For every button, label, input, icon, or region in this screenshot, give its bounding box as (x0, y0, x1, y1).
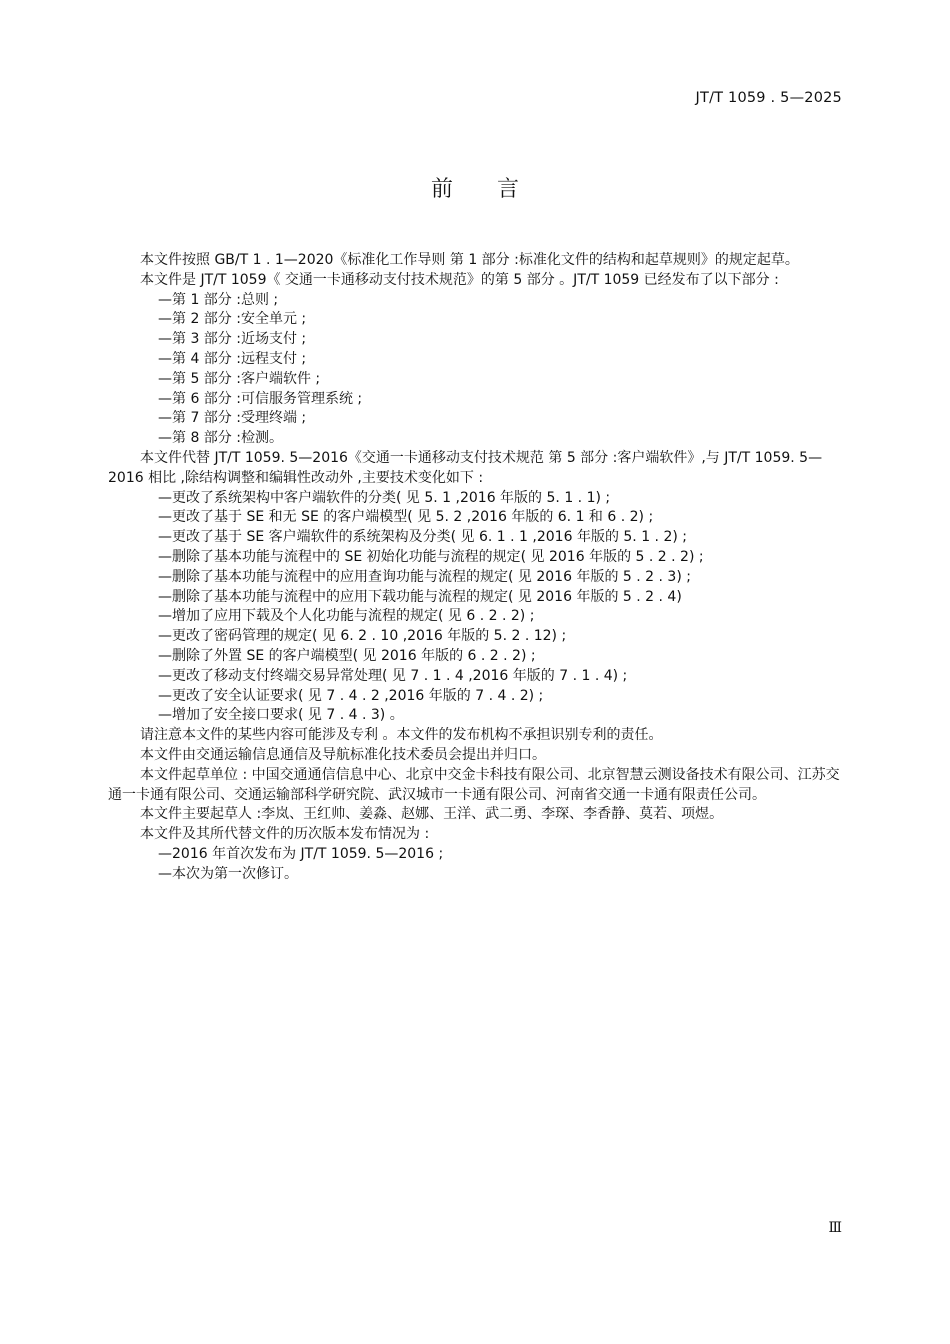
page-title: 前言 (430, 177, 563, 202)
list-item: —更改了移动支付终端交易异常处理( 见 7 . 1 . 4 ,2016 年版的 7 . 1 . 4) ; (158, 667, 628, 684)
list-item: —2016 年首次发布为 JT/T 1059. 5—2016 ; (158, 845, 444, 862)
list-item: —更改了系统架构中客户端软件的分类( 见 5. 1 ,2016 年版的 5. 1 . 1) ; (158, 489, 611, 506)
list-item: —更改了密码管理的规定( 见 6. 2 . 10 ,2016 年版的 5. 2 . 12) ; (158, 628, 567, 645)
list-item: —增加了应用下载及个人化功能与流程的规定( 见 6 . 2 . 2) ; (158, 608, 535, 625)
list-item: —第 2 部分 :安全单元 ; (158, 311, 307, 328)
list-item: —更改了基于 SE 客户端软件的系统架构及分类( 见 6. 1 . 1 ,2016 年版的 5. 1 . 2) ; (158, 529, 687, 546)
list-item: —第 3 部分 :近场支付 ; (158, 331, 307, 348)
paragraph-history-intro: 本文件及其所代替文件的历次版本发布情况为 : (140, 826, 430, 843)
paragraph-drafting-rules: 本文件按照 GB/T 1 . 1—2020《标准化工作导则 第 1 部分 :标准化文件的结构和起草规则》的规定起草。 (140, 252, 799, 268)
list-item: —第 5 部分 :客户端软件 ; (158, 370, 321, 387)
paragraph-committee: 本文件由交通运输信息通信及导航标准化技术委员会提出并归口。 (140, 746, 546, 763)
list-item: —更改了基于 SE 和无 SE 的客户端模型( 见 5. 2 ,2016 年版的 6. 1 和 6 . 2) ; (158, 509, 654, 526)
page-number: Ⅲ (828, 1220, 842, 1236)
changes-list (108, 489, 844, 727)
standard-code: JT/T 1059 . 5—2025 (695, 90, 842, 106)
list-item: —本次为第一次修订。 (158, 865, 298, 882)
list-item: —增加了安全接口要求( 见 7 . 4 . 3) 。 (158, 707, 404, 724)
foreword-body (108, 251, 844, 885)
list-item: —删除了基本功能与流程中的应用下载功能与流程的规定( 见 2016 年版的 5 . 2 . 4) (158, 588, 682, 605)
list-item: —第 7 部分 :受理终端 ; (158, 410, 307, 427)
list-item: —第 6 部分 :可信服务管理系统 ; (158, 390, 363, 407)
paragraph-series-parts: 本文件是 JT/T 1059《 交通一卡通移动支付技术规范》的第 5 部分 。JT/T 1059 已经发布了以下部分 : (140, 271, 779, 288)
paragraph-replacement: 本文件代替 JT/T 1059. 5—2016《交通一卡通移动支付技术规范 第 5 部分 :客户端软件》,与 JT/T 1059. 5—2016 相比 ,除结构调整和编辑性改动外 ,主要技术变化如下 : (108, 449, 823, 486)
list-item: —第 4 部分 :远程支付 ; (158, 350, 307, 367)
paragraph-patent-notice: 请注意本文件的某些内容可能涉及专利 。本文件的发布机构不承担识别专利的责任。 (140, 727, 663, 744)
paragraph-drafters: 本文件主要起草人 :李岚、王红帅、姜淼、赵娜、王洋、武二勇、李琛、李香静、莫若、项煜。 (140, 806, 724, 823)
list-item: —删除了基本功能与流程中的应用查询功能与流程的规定( 见 2016 年版的 5 . 2 . 3) ; (158, 568, 691, 585)
parts-list (108, 291, 844, 449)
history-list (108, 845, 844, 885)
list-item: —删除了基本功能与流程中的 SE 初始化功能与流程的规定( 见 2016 年版的 5 . 2 . 2) ; (158, 548, 704, 565)
list-item: —更改了安全认证要求( 见 7 . 4 . 2 ,2016 年版的 7 . 4 . 2) ; (158, 687, 544, 704)
list-item: —第 8 部分 :检测。 (158, 430, 283, 447)
list-item: —第 1 部分 :总则 ; (158, 291, 279, 308)
paragraph-drafting-units: 本文件起草单位 : 中国交通通信信息中心、北京中交金卡科技有限公司、北京智慧云测设备技术有限公司、江苏交通一卡通有限公司、交通运输部科学研究院、武汉城市一卡通有限公司、河南省交通一卡通有限责任公司。 (108, 766, 840, 803)
list-item: —删除了外置 SE 的客户端模型( 见 2016 年版的 6 . 2 . 2) ; (158, 647, 536, 664)
